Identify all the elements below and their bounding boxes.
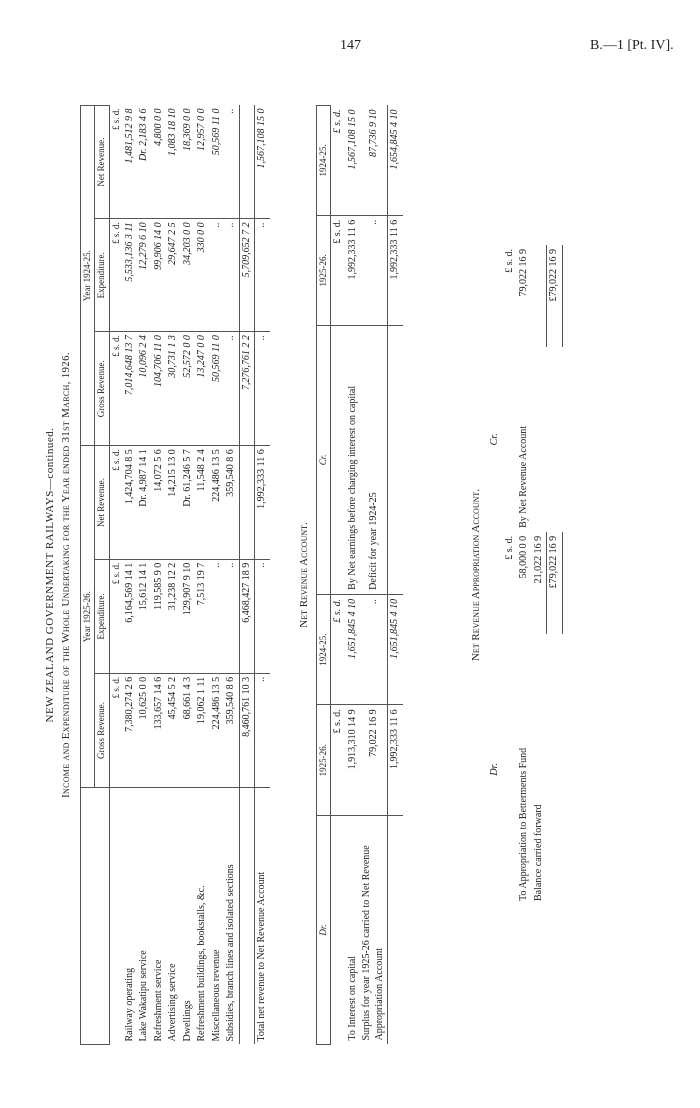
table-row	[195, 106, 210, 1045]
row-label: By Net Revenue Account	[518, 425, 529, 528]
table-row	[123, 106, 138, 1045]
page-number: 147	[340, 38, 361, 53]
unit-row	[503, 245, 518, 905]
net-revenue-account-title: Net Revenue Account.	[298, 522, 310, 628]
cell: Dr. 2,183 4 6	[137, 106, 152, 219]
unit-label: £ s. d.	[331, 106, 346, 216]
cell: 12,279 6 10	[137, 219, 152, 332]
cell: 13,247 0 0	[195, 332, 210, 446]
total-cell	[239, 106, 255, 219]
cell: 45,454 5 2	[166, 673, 181, 787]
cell: 119,585 9 0	[152, 559, 167, 673]
table-row	[532, 245, 547, 905]
cell: 68,661 4 3	[181, 673, 196, 787]
appropriation-account-table	[488, 245, 563, 905]
row-label: To Appropriation to Betterments Fund	[518, 747, 529, 901]
net-revenue-row	[255, 106, 270, 1045]
row-label: Balance carried forward	[532, 804, 544, 901]
cell: 12,957 0 0	[195, 106, 210, 219]
document-subtitle: Income and Expenditure of the Whole Undertaking for the Year ended 31st March, 1926.	[60, 352, 72, 798]
unit-label: £ s. d.	[109, 559, 123, 673]
cell: 52,572 0 0	[181, 332, 196, 446]
year-header: 1925-26.	[317, 215, 331, 325]
cell: 224,486 13 5	[210, 446, 225, 560]
cell: 1,567,108 15 0	[346, 106, 361, 216]
cell: ..	[210, 219, 225, 332]
cell: ..	[224, 219, 239, 332]
cell: 79,022 16 9	[360, 705, 388, 816]
cell: 7,513 19 7	[195, 559, 210, 673]
cell: 58,000 0 0	[518, 535, 529, 579]
cell: 6,164,569 14 1	[123, 559, 138, 673]
cell: 129,907 9 10	[181, 559, 196, 673]
totals-row	[547, 245, 563, 905]
cell: 15,612 14 1	[137, 559, 152, 673]
total-cell: 1,654,845 4 10	[388, 106, 403, 216]
cell: 14,072 5 6	[152, 446, 167, 560]
cell: 30,731 1 3	[166, 332, 181, 446]
table-row	[517, 245, 532, 905]
total-cell: 8,460,761 10 3	[239, 673, 255, 787]
table-row	[137, 106, 152, 1045]
col-header: Expenditure.	[95, 219, 109, 332]
unit-row	[109, 106, 123, 1045]
cr-label: Cr.	[489, 433, 500, 446]
cell: 330 0 0	[195, 219, 210, 332]
unit-label: £ s. d.	[331, 705, 346, 816]
total-cell	[239, 446, 255, 560]
table-row	[181, 106, 196, 1045]
cell: ..	[360, 594, 388, 705]
row-label: To Interest on capital	[346, 955, 358, 1041]
year-1925-26-header: Year 1925-26.	[81, 446, 95, 788]
row-label: Advertising service	[167, 963, 179, 1042]
cell: Dr. 4,987 14 1	[137, 446, 152, 560]
dr-header: Dr.	[317, 816, 331, 1045]
row-label: Lake Wakatipu service	[138, 950, 150, 1042]
unit-label: £ s. d.	[109, 219, 123, 332]
total-cell: £79,022 16 9	[547, 245, 563, 347]
income-expenditure-table	[80, 105, 270, 1045]
total-cell: 1,651,845 4 10	[388, 594, 403, 705]
total-cell: 6,468,427 18 9	[239, 559, 255, 673]
cell: 21,022 16 9	[532, 535, 544, 584]
cell: 50,569 11 0	[210, 106, 225, 219]
row-label: Surplus for year 1925-26 carried to Net Revenue Appropriation Account	[361, 845, 385, 1041]
cell: Dr. 61,246 5 7	[181, 446, 196, 560]
cell: ..	[255, 332, 270, 446]
year-header: 1924-25.	[317, 106, 331, 216]
dr-label: Dr.	[489, 763, 500, 776]
row-label: Refreshment buildings, bookstalls, &c.	[196, 885, 208, 1042]
unit-label: £ s. d.	[331, 594, 346, 705]
col-header: Gross Revenue.	[95, 673, 109, 787]
unit-label: £ s. d.	[503, 535, 515, 560]
row-label-header	[81, 788, 110, 1045]
cell: 359,540 8 6	[224, 673, 239, 787]
cell: ..	[255, 673, 270, 787]
total-cell: 1,992,333 11 6	[388, 705, 403, 816]
cell: 7,380,274 2 6	[123, 673, 138, 787]
cell: 1,567,108 15 0	[255, 106, 270, 219]
cell: 99,906 14 0	[152, 219, 167, 332]
table-row	[224, 106, 239, 1045]
table-row	[152, 106, 167, 1045]
total-cell: 1,992,333 11 6	[388, 215, 403, 325]
cell: ..	[255, 559, 270, 673]
cell: 10,096 2 4	[137, 332, 152, 446]
appropriation-account-title: Net Revenue Appropriation Account.	[470, 488, 482, 662]
cell: 7,014,648 13 7	[123, 332, 138, 446]
cell: 224,486 13 5	[210, 673, 225, 787]
row-label: Total net revenue to Net Revenue Account	[255, 788, 270, 1045]
col-header: Expenditure.	[95, 559, 109, 673]
net-revenue-account-table	[316, 105, 403, 1045]
cell: ..	[255, 219, 270, 332]
totals-row	[239, 106, 255, 1045]
cell: 18,369 0 0	[181, 106, 196, 219]
total-cell: 7,276,761 2 2	[239, 332, 255, 446]
unit-label: £ s. d.	[331, 215, 346, 325]
table-row	[360, 106, 388, 1045]
row-label: Refreshment service	[152, 959, 164, 1042]
cell: 29,647 2 5	[166, 219, 181, 332]
col-header: Net Revenue.	[95, 446, 109, 560]
col-header: Net Revenue.	[95, 106, 109, 219]
year-header: 1924-25.	[317, 594, 331, 705]
document-reference: B.—1 [Pt. IV].	[590, 38, 674, 53]
cell: 1,083 18 10	[166, 106, 181, 219]
unit-label: £ s. d.	[109, 446, 123, 560]
cell: 11,548 2 4	[195, 446, 210, 560]
unit-label: £ s. d.	[109, 106, 123, 219]
cell: 4,800 0 0	[152, 106, 167, 219]
header-row	[488, 245, 503, 905]
unit-label: £ s. d.	[109, 332, 123, 446]
cell: 1,913,310 14 9	[346, 705, 361, 816]
cell: ..	[210, 559, 225, 673]
cell: 19,062 1 11	[195, 673, 210, 787]
cell: 50,569 11 0	[210, 332, 225, 446]
total-cell: 5,709,652 7 2	[239, 219, 255, 332]
unit-label: £ s. d.	[109, 673, 123, 787]
table-row	[210, 106, 225, 1045]
cell: 1,651,845 4 10	[346, 594, 361, 705]
rotated-sheet	[40, 75, 660, 1075]
cell: 1,481,512 9 8	[123, 106, 138, 219]
cell: 1,992,333 11 6	[255, 446, 270, 560]
row-label: By Net earnings before charging interest on capital	[346, 325, 361, 594]
cell: 104,706 11 0	[152, 332, 167, 446]
table-row	[166, 106, 181, 1045]
cell: 10,625 0 0	[137, 673, 152, 787]
col-header: Gross Revenue.	[95, 332, 109, 446]
year-header: 1925-26.	[317, 705, 331, 816]
row-label: Miscellaneous revenue	[210, 949, 222, 1042]
table-row	[346, 106, 361, 1045]
cell: ..	[224, 332, 239, 446]
cell: 87,736 9 10	[360, 106, 388, 216]
row-label: Dwellings	[181, 1000, 193, 1042]
total-cell: £79,022 16 9	[547, 532, 563, 634]
cell: 14,215 13 0	[166, 446, 181, 560]
cell: ..	[360, 215, 388, 325]
row-label: Subsidies, branch lines and isolated sections	[225, 864, 237, 1042]
cell: 1,424,704 8 5	[123, 446, 138, 560]
totals-row	[388, 106, 403, 1045]
cell: 1,992,333 11 6	[346, 215, 361, 325]
cell: 31,238 12 2	[166, 559, 181, 673]
cell: 359,540 8 6	[224, 446, 239, 560]
unit-row	[331, 106, 346, 1045]
cell: 34,203 0 0	[181, 219, 196, 332]
row-label: Railway operating	[123, 967, 135, 1042]
cr-header: Cr.	[317, 325, 331, 594]
cell: ..	[224, 559, 239, 673]
document-title: NEW ZEALAND GOVERNMENT RAILWAYS—continued.	[44, 427, 56, 723]
cell: 5,533,136 3 11	[123, 219, 138, 332]
cell: 133,657 14 6	[152, 673, 167, 787]
year-1924-25-header: Year 1924-25.	[81, 106, 95, 446]
row-label: Deficit for year 1924-25	[360, 325, 388, 594]
unit-label: £ s. d.	[503, 249, 515, 273]
cell: 79,022 16 9	[518, 249, 529, 297]
cell: ..	[224, 106, 239, 219]
